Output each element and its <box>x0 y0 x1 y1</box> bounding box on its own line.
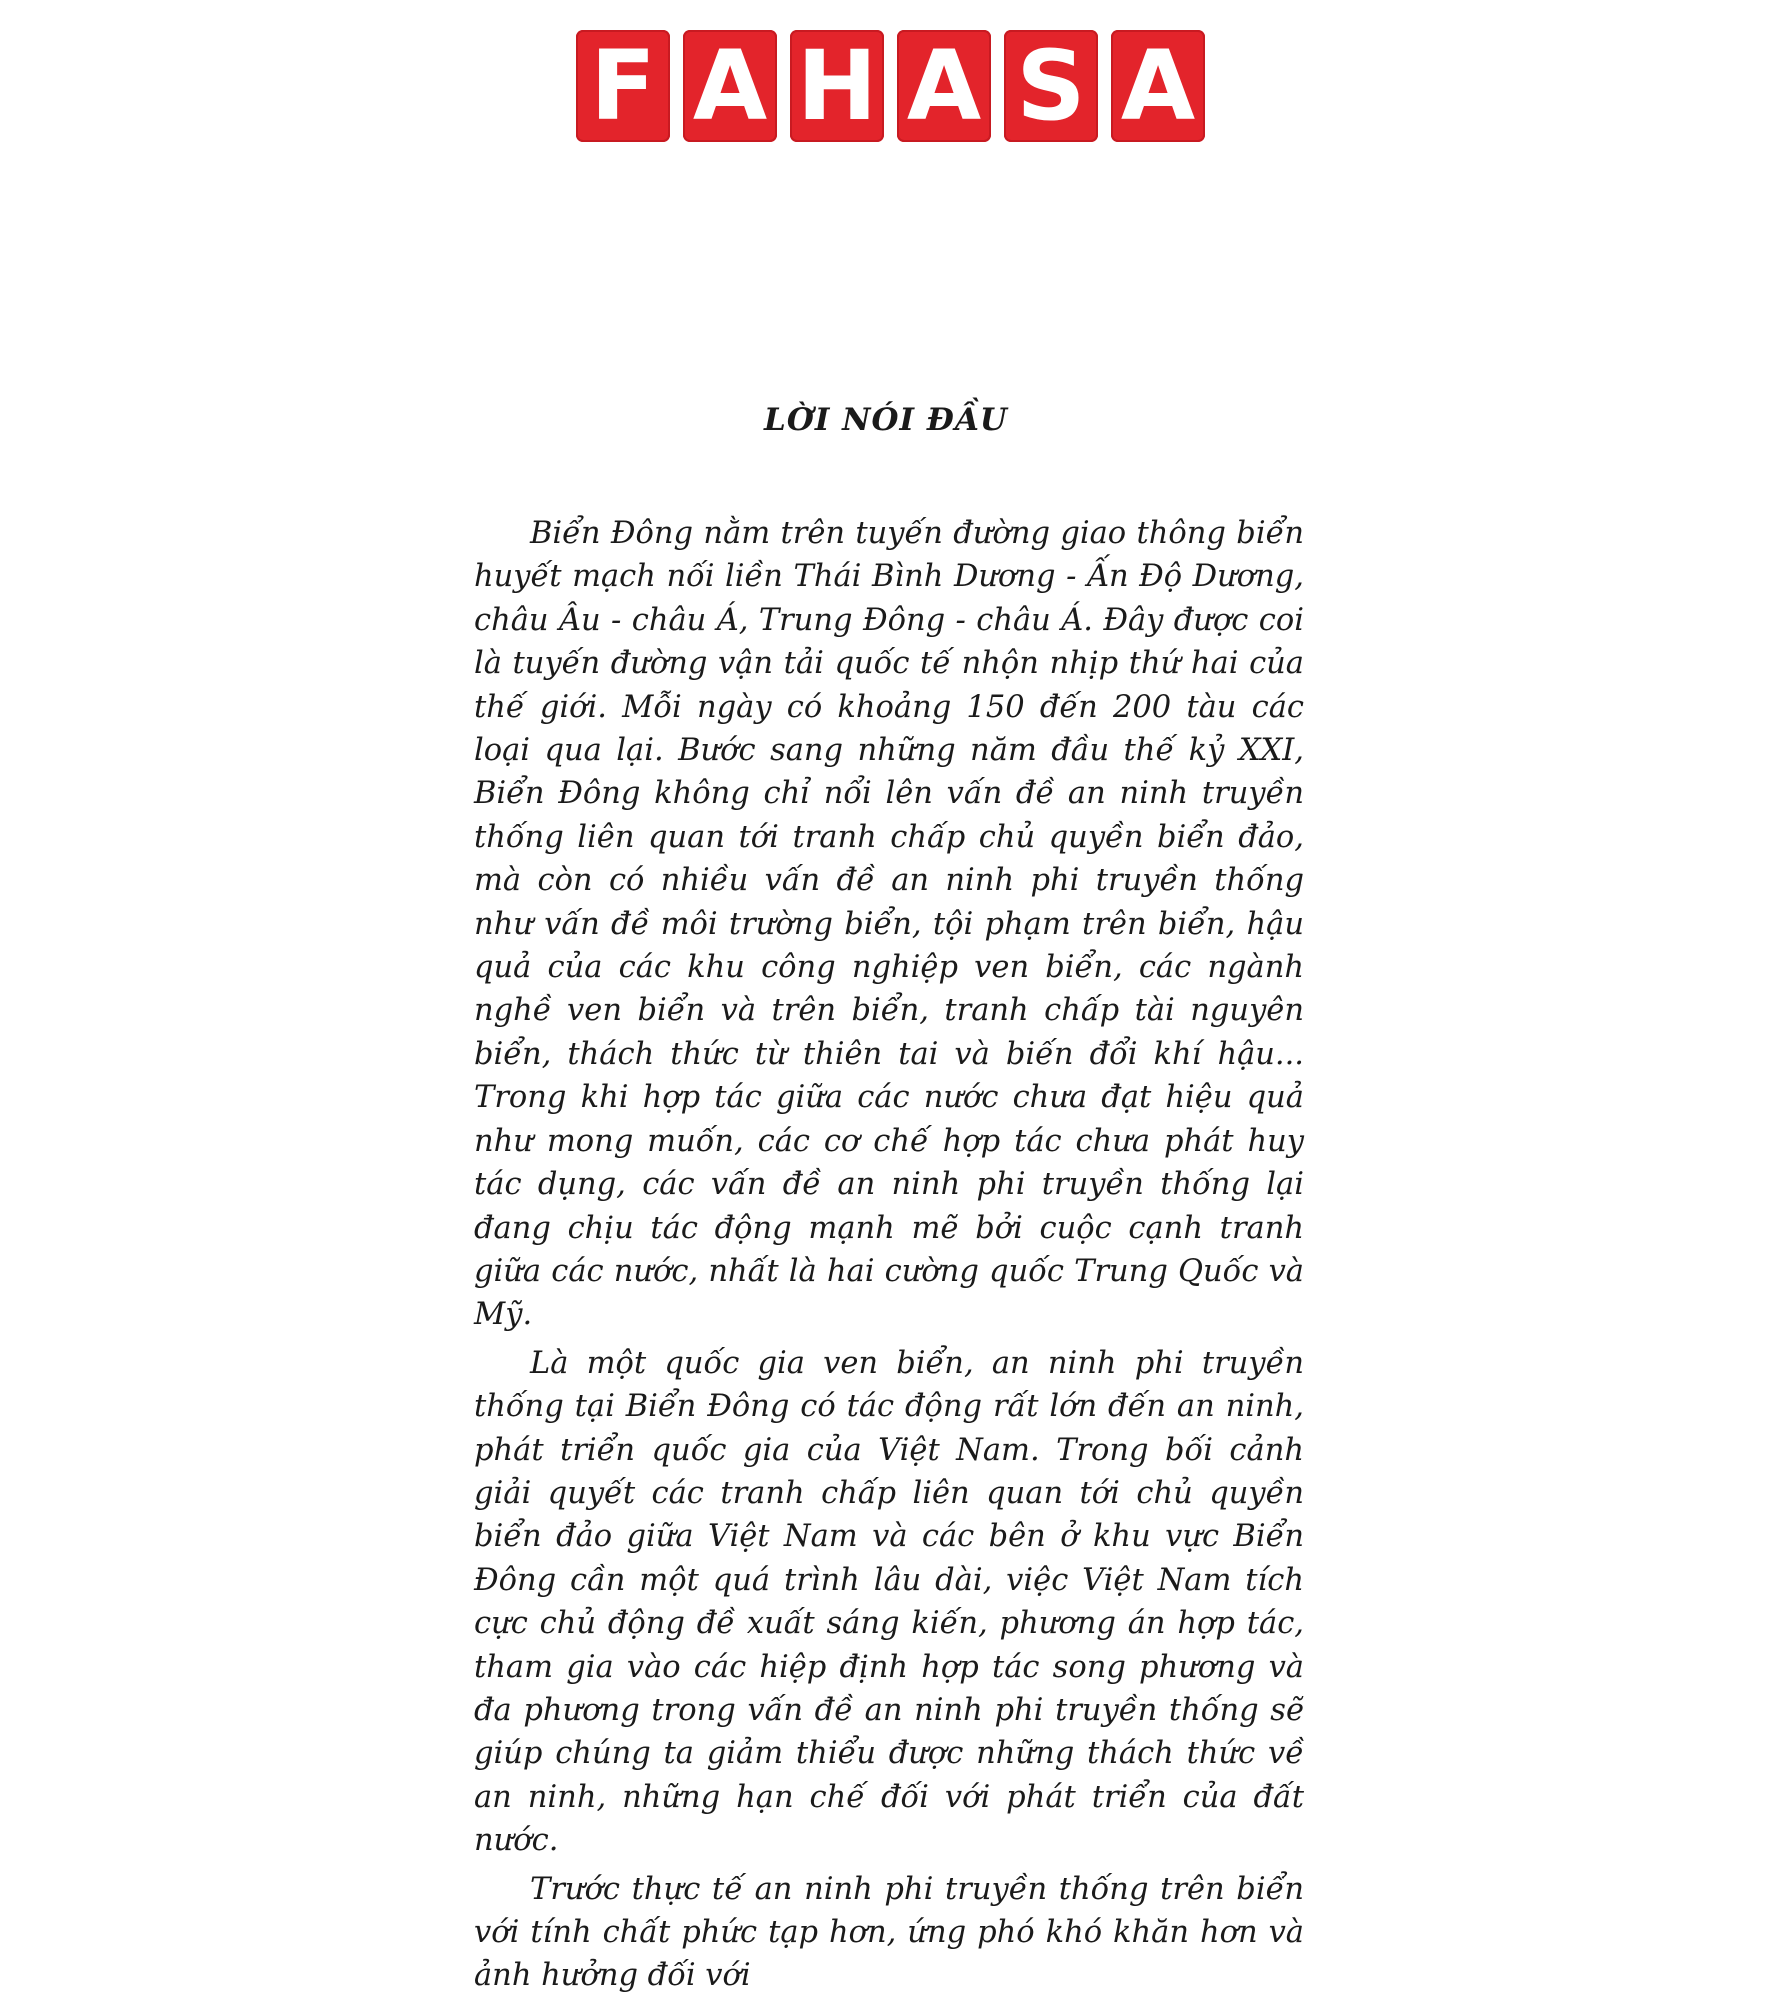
logo-tile <box>790 30 884 142</box>
logo-letter: A <box>906 30 982 142</box>
logo-tile <box>683 30 777 142</box>
paragraph: Biển Đông nằm trên tuyến đường giao thông biển huyết mạch nối liền Thái Bình Dương - Ấn Độ Dương, châu Âu - châu Á, Trung Đông - châu Á. Đây được coi là tuyến đường vận tải quốc tế nhộn nhịp thứ hai của thế giới. Mỗi ngày có khoảng 150 đến 200 tàu các loại qua lại. Bước sang những năm đầu thế kỷ XXI, Biển Đông không chỉ nổi lên vấn đề an ninh truyền thống liên quan tới tranh chấp chủ quyền biển đảo, mà còn có nhiều vấn đề an ninh phi truyền thống như vấn đề môi trường biển, tội phạm trên biển, hậu quả của các khu công nghiệp ven biển, các ngành nghề ven biển và trên biển, tranh chấp tài nguyên biển, thách thức từ thiên tai và biến đổi khí hậu... Trong khi hợp tác giữa các nước chưa đạt hiệu quả như mong muốn, các cơ chế hợp tác chưa phát huy tác dụng, các vấn đề an ninh phi truyền thống lại đang chịu tác động mạnh mẽ bởi cuộc cạnh tranh giữa các nước, nhất là hai cường quốc Trung Quốc và Mỹ. <box>474 516 1304 1333</box>
logo-tile <box>897 30 991 142</box>
paragraph: Trước thực tế an ninh phi truyền thống trên biển với tính chất phức tạp hơn, ứng phó khó khăn hơn và ảnh hưởng đối với <box>474 1871 1304 1994</box>
logo-letter: A <box>1120 30 1196 142</box>
logo-letter: S <box>1016 30 1086 142</box>
page-heading: LỜI NÓI ĐẦU <box>764 402 1008 438</box>
logo-tile <box>1004 30 1098 142</box>
logo-letter: F <box>590 30 656 142</box>
paragraph: Là một quốc gia ven biển, an ninh phi truyền thống tại Biển Đông có tác động rất lớn đến an ninh, phát triển quốc gia của Việt Nam. Trong bối cảnh giải quyết các tranh chấp liên quan tới chủ quyền biển đảo giữa Việt Nam và các bên ở khu vực Biển Đông cần một quá trình lâu dài, việc Việt Nam tích cực chủ động đề xuất sáng kiến, phương án hợp tác, tham gia vào các hiệp định hợp tác song phương và đa phương trong vấn đề an ninh phi truyền thống sẽ giúp chúng ta giảm thiểu được những thách thức về an ninh, những hạn chế đối với phát triển của đất nước. <box>474 1345 1304 1859</box>
logo-tile <box>576 30 670 142</box>
logo-letter: H <box>796 30 878 142</box>
logo-tile <box>1111 30 1205 142</box>
fahasa-logo <box>576 30 1205 142</box>
logo-letter: A <box>692 30 768 142</box>
document-body <box>474 512 1304 2003</box>
